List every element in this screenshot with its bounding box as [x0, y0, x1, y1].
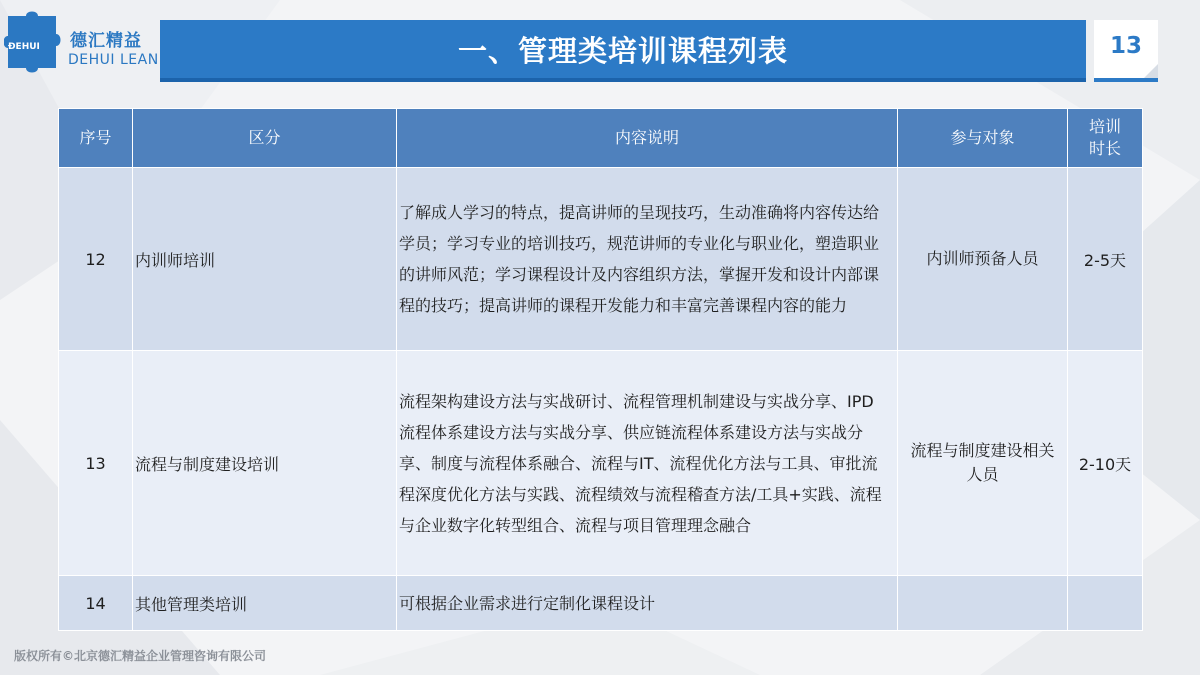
- header-duration-line2: 时长: [1088, 139, 1121, 158]
- row-duration: 2-5天: [1068, 168, 1143, 351]
- row-index: 12: [59, 168, 133, 351]
- course-table: [58, 108, 1143, 631]
- row-content: 可根据企业需求进行定制化课程设计: [397, 576, 898, 631]
- row-content: 流程架构建设方法与实战研讨、流程管理机制建设与实战分享、IPD流程体系建设方法与实战分享、供应链流程体系建设方法与实战分享、制度与流程体系融合、流程与IT、流程优化方法与工具、审批流程深度优化方法与实践、流程绩效与流程稽查方法/工具+实践、流程与企业数字化转型组合、流程与项目管理理念融合: [397, 351, 898, 576]
- brand-logo: [4, 10, 164, 78]
- row-index: 13: [59, 351, 133, 576]
- table-row: [59, 576, 1143, 631]
- row-category: 其他管理类培训: [133, 576, 397, 631]
- table-row: [59, 351, 1143, 576]
- title-bar: [160, 20, 1086, 82]
- row-duration: [1068, 576, 1143, 631]
- row-index: 14: [59, 576, 133, 631]
- header-duration-line1: 培训: [1088, 117, 1121, 136]
- page-number: 13: [1109, 33, 1142, 59]
- header-index: 序号: [59, 109, 133, 168]
- header-participants: 参与对象: [898, 109, 1068, 168]
- row-content: 了解成人学习的特点，提高讲师的呈现技巧，生动准确将内容传达给学员；学习专业的培训技巧，规范讲师的专业化与职业化，塑造职业的讲师风范；学习课程设计及内容组织方法，掌握开发和设计内部课程的技巧；提高讲师的课程开发能力和丰富完善课程内容的能力: [397, 168, 898, 351]
- page-title: 一、管理类培训课程列表: [457, 34, 788, 68]
- row-category: 内训师培训: [133, 168, 397, 351]
- logo-mark-text: ĐEHUI: [8, 42, 40, 52]
- table-header-row: [59, 109, 1143, 168]
- row-duration: 2-10天: [1068, 351, 1143, 576]
- header-duration: [1068, 109, 1143, 168]
- table-row: [59, 168, 1143, 351]
- header-content: 内容说明: [397, 109, 898, 168]
- copyright-notice: 版权所有©北京德汇精益企业管理咨询有限公司: [14, 649, 267, 663]
- brand-name-en: DEHUI LEAN: [68, 52, 159, 68]
- row-participants: [898, 576, 1068, 631]
- page-number-box: [1094, 20, 1158, 82]
- header-category: 区分: [133, 109, 397, 168]
- row-participants: 流程与制度建设相关人员: [898, 351, 1068, 576]
- brand-name-cn: 德汇精益: [70, 31, 142, 51]
- row-category: 流程与制度建设培训: [133, 351, 397, 576]
- row-participants: 内训师预备人员: [898, 168, 1068, 351]
